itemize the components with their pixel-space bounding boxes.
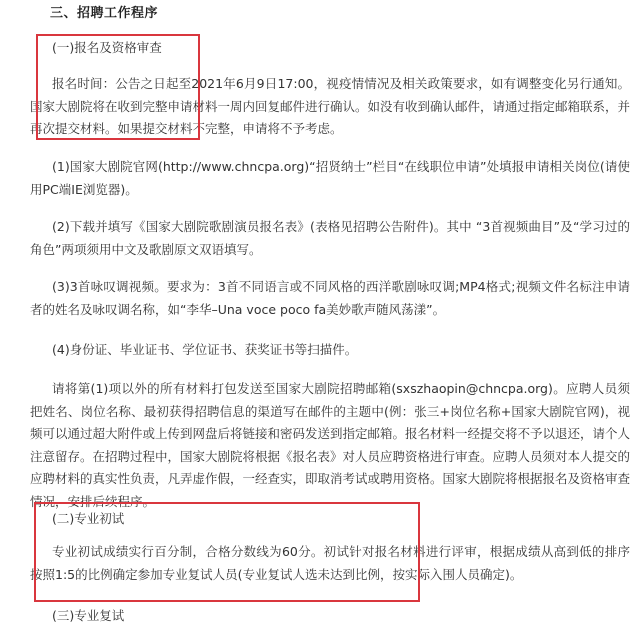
requirement-item-4: (4)身份证、毕业证书、学位证书、获奖证书等扫描件。	[52, 342, 358, 357]
registration-paragraph: 报名时间：公告之日起至2021年6月9日17:00，视疫情情况及相关政策要求，如有调整变化另行通知。国家大剧院将在收到完整申请材料一周内回复邮件进行确认。如没有收到确认邮件，请通过指定邮箱联系，并再次提交材料。如果提交材料不完整，申请将不予考虑。	[30, 76, 631, 136]
requirement-item-1: (1)国家大剧院官网(http://www.chncpa.org)“招贤纳士”栏目“在线职位申请”处填报申请相关岗位(请使用PC端IE浏览器)。	[30, 159, 630, 197]
preliminary-exam-paragraph: 专业初试成绩实行百分制，合格分数线为60分。初试针对报名材料进行评审，根据成绩从高到低的排序按照1:5的比例确定参加专业复试人员(专业复试人选未达到比例，按实际入围人员确定)。	[30, 544, 630, 582]
stage1-title: (一)报名及资格审查	[52, 40, 162, 55]
requirement-item-2: (2)下载并填写《国家大剧院歌剧演员报名表》(表格见招聘公告附件)。其中 “3首视频曲目”及“学习过的角色”两项须用中文及歌剧原文双语填写。	[30, 219, 630, 257]
submission-paragraph: 请将第(1)项以外的所有材料打包发送至国家大剧院招聘邮箱(sxszhaopin@chncpa.org)。应聘人员须把姓名、岗位名称、最初获得招聘信息的渠道写在邮件的主题中(例：张三+岗位名称+国家大剧院官网)，视频可以通过超大附件或上传到网盘后将链接和密码发送到指定邮箱。报名材料一经提交将不予以退还，请个人注意留存。在招聘过程中，国家大剧院将根据《报名表》对人员应聘资格进行审查。应聘人员须对本人提交的应聘材料的真实性负责，凡弄虚作假，一经查实，即取消考试或聘用资格。国家大剧院将根据报名及资格审查情况，安排后续程序。	[30, 381, 631, 509]
stage3-title: (三)专业复试	[52, 608, 125, 623]
section-heading: 三、招聘工作程序	[50, 6, 159, 21]
stage2-title: (二)专业初试	[52, 511, 125, 526]
requirement-item-3: (3)3首咏叹调视频。要求为：3首不同语言或不同风格的西洋歌剧咏叹调;MP4格式;视频文件名标注申请者的姓名及咏叹调名称，如“李华–Una voce poco fa美妙歌声随风荡漾”。	[30, 279, 630, 317]
